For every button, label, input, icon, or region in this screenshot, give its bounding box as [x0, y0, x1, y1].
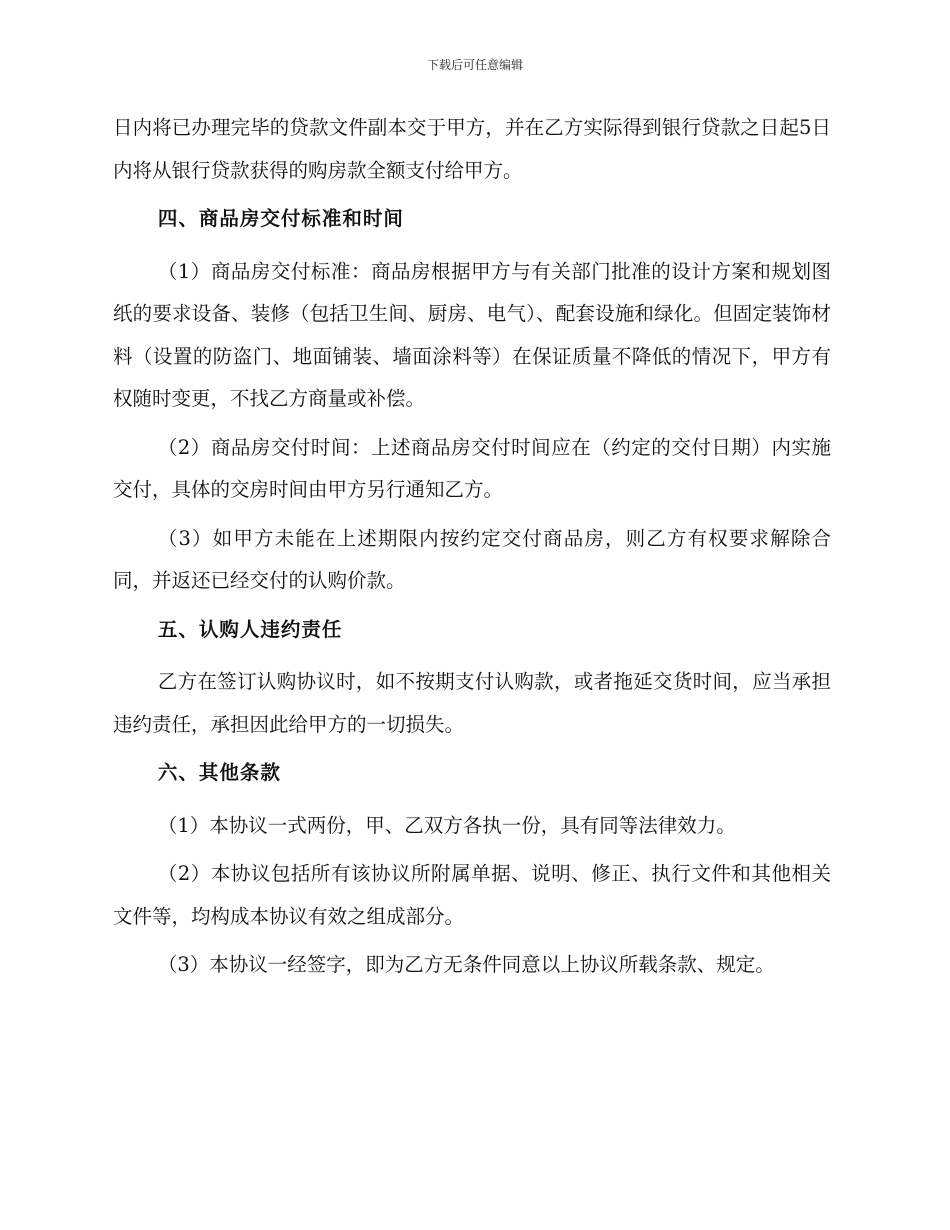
section-heading-other-terms: 六、其他条款	[157, 761, 281, 784]
page-header: 下载后可任意编辑	[426, 58, 523, 72]
section-heading-delivery: 四、商品房交付标准和时间	[157, 207, 404, 230]
paragraph-copies: （1）本协议一式两份，甲、乙双方各执一份，具有同等法律效力。	[157, 813, 736, 837]
paragraph-attachments: （2）本协议包括所有该协议所附属单据、说明、修正、执行文件和其他相关文件等，均构成本协议有效之组成部分。	[113, 862, 831, 928]
paragraph-delivery-failure: （3）如甲方未能在上述期限内按约定交付商品房，则乙方有权要求解除合同，并返还已经交付的认购价款。	[113, 526, 831, 592]
paragraph-delivery-standard: （1）商品房交付标准：商品房根据甲方与有关部门批准的设计方案和规划图纸的要求设备、装修（包括卫生间、厨房、电气）、配套设施和绿化。但固定装饰材料（设置的防盗门、地面铺装、墙面涂料等）在保证质量不降低的情况下，甲方有权随时变更，不找乙方商量或补偿。	[113, 259, 831, 410]
paragraph-loan-payment: 日内将已办理完毕的贷款文件副本交于甲方，并在乙方实际得到银行贷款之日起5日内将从银行贷款获得的购房款全额支付给甲方。	[113, 116, 831, 182]
document-body	[113, 107, 831, 993]
section-heading-breach: 五、认购人违约责任	[157, 617, 343, 641]
paragraph-delivery-time: （2）商品房交付时间：上述商品房交付时间应在（约定的交付日期）内实施交付，具体的交房时间由甲方另行通知乙方。	[113, 435, 831, 501]
paragraph-breach: 乙方在签订认购协议时，如不按期支付认购款，或者拖延交货时间，应当承担违约责任，承担因此给甲方的一切损失。	[113, 670, 831, 736]
paragraph-signature: （3）本协议一经签字，即为乙方无条件同意以上协议所载条款、规定。	[157, 953, 775, 976]
